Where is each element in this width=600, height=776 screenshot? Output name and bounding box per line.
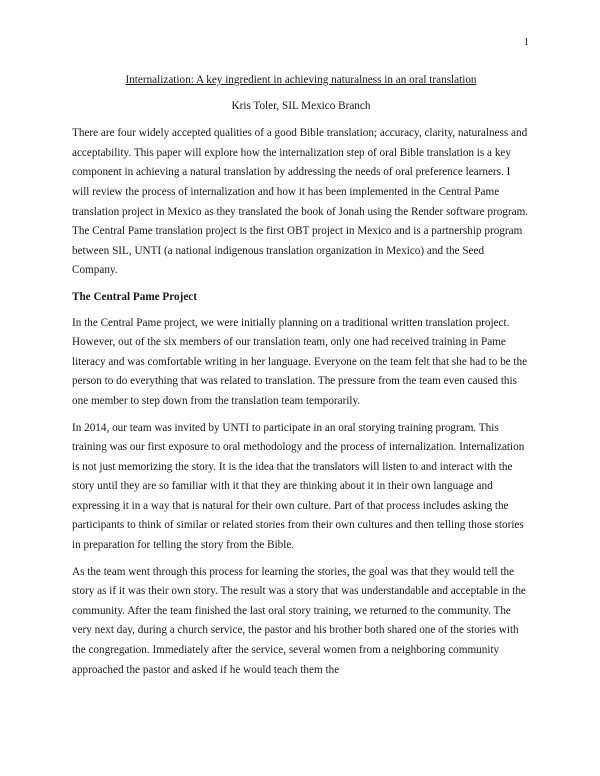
page-number: 1 — [523, 37, 529, 48]
document-title: Internalization: A key ingredient in achieving naturalness in an oral translation — [125, 74, 477, 86]
body-paragraph: In the Central Pame project, we were initially planning on a traditional written translation project. However, out of the six members of our translation team, only one had received training in Pame literacy and was comfortable writing in her language. Everyone on the team felt that she had to be the person to do everything that was related to translation. The pressure from the team even caused this one member to step down from the translation team temporarily. — [72, 316, 528, 407]
body-paragraph: In 2014, our team was invited by UNTI to participate in an oral storying training program. This training was our first exposure to oral methodology and the process of internalization. Internalization is not just memorizing the story. It is the idea that the translators will listen to and interact with the story until they are so familiar with it that they are thinking about it in their own language and expressing it in a way that is natural for their own culture. Part of that process includes asking the participants to think of similar or related stories from their own cultures and then telling those stories in preparation for telling the story from the Bible. — [72, 421, 525, 552]
section-heading: The Central Pame Project — [72, 290, 197, 303]
body-paragraph: As the team went through this process for learning the stories, the goal was that they would tell the story as if it was their own story. The result was a story that was understandable and acceptable in the community. After the team finished the last oral story training, we returned to the community. The very next day, during a church service, the pastor and his brother both shared one of the stories with the congregation. Immediately after the service, several women from a neighboring community approached the pastor and asked if he would teach them the — [72, 565, 526, 676]
document-author: Kris Toler, SIL Mexico Branch — [231, 99, 371, 112]
document-body — [72, 71, 530, 687]
intro-paragraph: There are four widely accepted qualities of a good Bible translation; accuracy, clarity, naturalness and acceptability. This paper will explore how the internalization step of oral Bible translation is a key component in achieving a natural translation by addressing the needs of oral preference learners. I will review the process of internalization and how it has been implemented in the Central Pame translation project in Mexico as they translated the book of Jonah using the Render software program. The Central Pame translation project is the first OBT project in Mexico and is a partnership program between SIL, UNTI (a national indigenous translation organization in Mexico) and the Seed Company. — [72, 127, 529, 277]
